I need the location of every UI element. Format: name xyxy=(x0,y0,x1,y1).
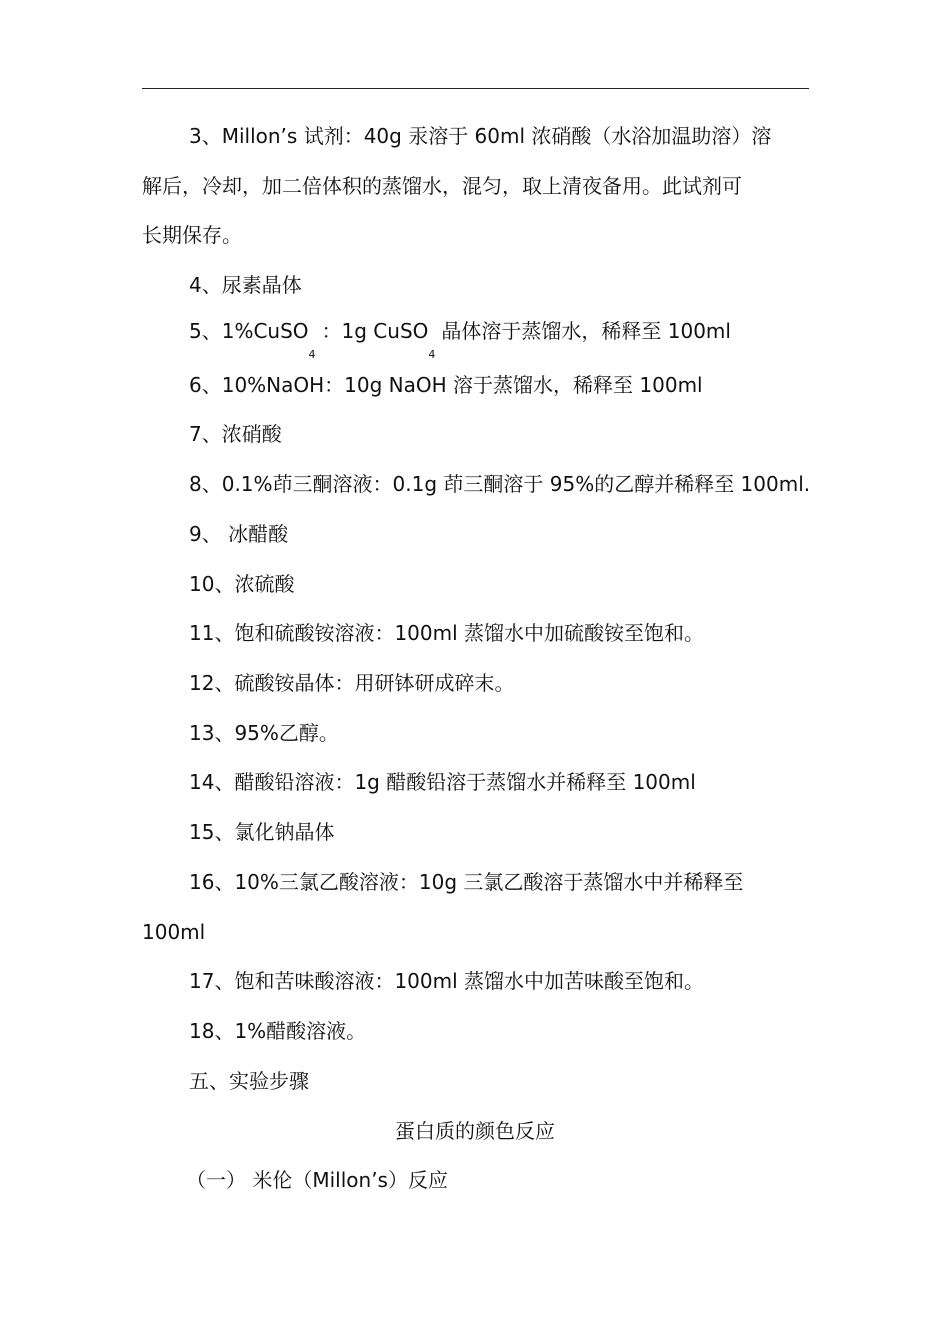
item-18: 18、1%醋酸溶液。 xyxy=(189,1019,367,1043)
item-10: 10、浓硫酸 xyxy=(189,572,295,596)
item-3-line-2: 解后，冷却，加二倍体积的蒸馏水，混匀，取上清夜备用。此试剂可 xyxy=(142,174,742,198)
item-16-line-2: 100ml xyxy=(142,920,206,944)
item-7: 7、浓硝酸 xyxy=(189,422,282,446)
item-12: 12、硫酸铵晶体：用研钵研成碎末。 xyxy=(189,671,515,695)
subsection-1-heading: （一） 米伦（Millon’s）反应 xyxy=(186,1168,448,1192)
item-16-line-1: 16、10%三氯乙酸溶液：10g 三氯乙酸溶于蒸馏水中并稀释至 xyxy=(189,870,744,894)
item-3-line-3: 长期保存。 xyxy=(142,223,242,247)
item-6: 6、10%NaOH：10g NaOH 溶于蒸馏水，稀释至 100ml xyxy=(189,373,703,397)
item-5-subscript-1: 4 xyxy=(308,348,316,361)
section-heading: 五、实验步骤 xyxy=(189,1069,309,1093)
item-5-subscript-2: 4 xyxy=(428,348,436,361)
item-5 xyxy=(189,317,731,361)
item-13: 13、95%乙醇。 xyxy=(189,721,339,745)
item-5-part-2: ：1g CuSO xyxy=(321,319,429,343)
item-8: 8、0.1%茚三酮溶液：0.1g 茚三酮溶于 95%的乙醇并稀释至 100ml. xyxy=(189,472,811,496)
section-subtitle: 蛋白质的颜色反应 xyxy=(395,1119,555,1143)
item-5-part-1: 5、1%CuSO xyxy=(189,319,309,343)
item-5-part-3: 晶体溶于蒸馏水，稀释至 100ml xyxy=(441,319,731,343)
item-11: 11、饱和硫酸铵溶液：100ml 蒸馏水中加硫酸铵至饱和。 xyxy=(189,621,705,645)
item-4: 4、尿素晶体 xyxy=(189,273,302,297)
item-15: 15、氯化钠晶体 xyxy=(189,820,335,844)
item-3-line-1: 3、Millon’s 试剂：40g 汞溶于 60ml 浓硝酸（水浴加温助溶）溶 xyxy=(189,124,772,148)
item-9: 9、 冰醋酸 xyxy=(189,522,289,546)
item-17: 17、饱和苦味酸溶液：100ml 蒸馏水中加苦味酸至饱和。 xyxy=(189,969,705,993)
item-14: 14、醋酸铅溶液：1g 醋酸铅溶于蒸馏水并稀释至 100ml xyxy=(189,770,696,794)
header-rule xyxy=(142,88,809,89)
